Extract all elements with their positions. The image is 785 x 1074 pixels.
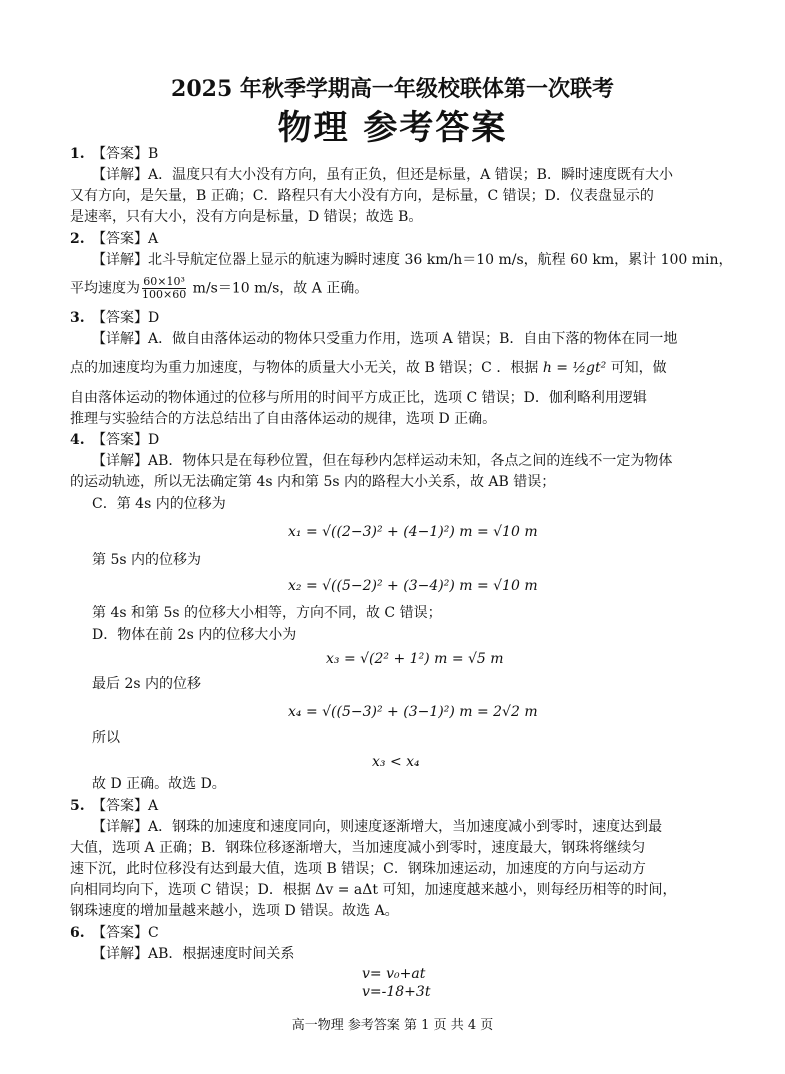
explanation-line: 又有方向，是矢量，B 正确；C．路程只有大小没有方向，是标量，C 错误；D．仪表盘显示的 (70, 188, 654, 204)
answer-line: 【答案】A (92, 231, 159, 247)
document-subtitle: 物理 参考答案 (277, 108, 508, 148)
answer-line: 【答案】B (92, 146, 159, 162)
explanation-line: 第 5s 内的位移为 (92, 552, 201, 568)
question-number: 5. (70, 798, 85, 814)
answer-line: 【答案】D (92, 432, 160, 448)
explanation-line: 推理与实验结合的方法总结出了自由落体运动的规律，选项 D 正确。 (70, 411, 497, 427)
equation: v= v₀+at (362, 966, 426, 982)
explanation-line: 【详解】A．做自由落体运动的物体只受重力作用，选项 A 错误；B．自由下落的物体在同一地 (92, 331, 678, 347)
exam-title: 2025 年秋季学期高一年级校联体第一次联考 (171, 76, 614, 102)
explanation-line: 大值，选项 A 正确；B．钢珠位移逐渐增大，当加速度减小到零时，速度最大，钢珠将继续匀 (70, 840, 646, 856)
explanation-line: 所以 (92, 730, 120, 746)
explanation-line: 自由落体运动的物体通过的位移与所用的时间平方成正比，选项 C 错误；D．伽利略利用逻辑 (70, 390, 647, 406)
text-span: 可知，做 (610, 360, 667, 376)
explanation-line: 最后 2s 内的位移 (92, 676, 201, 692)
answer-line: 【答案】D (92, 310, 160, 326)
explanation-line: 【详解】北斗导航定位器上显示的航速为瞬时速度 36 km/h＝10 m/s，航程 60 km，累计 100 min， (92, 252, 733, 268)
explanation-line: 是速率，只有大小，没有方向是标量，D 错误；故选 B。 (70, 209, 423, 225)
explanation-line: C．第 4s 内的位移为 (92, 496, 226, 512)
fraction (142, 276, 186, 301)
explanation-line: 【详解】A．钢珠的加速度和速度同向，则速度逐渐增大，当加速度减小到零时，速度达到最 (92, 819, 663, 835)
explanation-line: 故 D 正确。故选 D。 (92, 776, 226, 792)
fraction-numerator: 60×10³ (143, 275, 185, 288)
page-footer: 高一物理 参考答案 第 1 页 共 4 页 (291, 1018, 494, 1033)
text-span: 平均速度为 (70, 280, 140, 297)
question-number: 4. (70, 432, 85, 448)
equation: x₁ = √((2−3)² + (4−1)²) m = √10 m (288, 524, 538, 540)
question-number: 3. (70, 310, 85, 326)
answer-line: 【答案】A (92, 798, 159, 814)
equation: x₃ = √(2² + 1²) m = √5 m (326, 651, 504, 667)
answer-line: 【答案】C (92, 925, 159, 941)
explanation-line: 的运动轨迹，所以无法确定第 4s 内和第 5s 内的路程大小关系，故 AB 错误； (70, 474, 556, 490)
equation: x₃ < x₄ (372, 754, 420, 770)
equation: x₄ = √((5−3)² + (3−1)²) m = 2√2 m (288, 704, 538, 720)
question-number: 1. (70, 146, 85, 162)
question-number: 6. (70, 925, 85, 941)
text-span: 点的加速度均为重力加速度，与物体的质量大小无关，故 B 错误；C ．根据 (70, 360, 539, 376)
explanation-line: 速下沉，此时位移没有达到最大值，选项 B 错误；C．钢珠加速运动，加速度的方向与运动方 (70, 861, 646, 877)
explanation-line: 第 4s 和第 5s 的位移大小相等，方向不同，故 C 错误； (92, 605, 442, 621)
question-number: 2. (70, 231, 85, 247)
fraction-denominator: 100×60 (142, 288, 187, 301)
equation: v=-18+3t (362, 984, 431, 1000)
explanation-line (70, 360, 667, 376)
explanation-line: 钢珠速度的增加量越来越小，选项 D 错误。故选 A。 (70, 903, 399, 919)
explanation-line: D．物体在前 2s 内的位移大小为 (92, 627, 297, 643)
explanation-line: 向相同均向下，选项 C 错误；D．根据 Δv = aΔt 可知，加速度越来越小，则每经历相等的时间， (70, 882, 677, 898)
explanation-line: 【详解】AB．根据速度时间关系 (92, 946, 295, 962)
formula: h = ½gt² (542, 360, 607, 376)
explanation-line (70, 276, 368, 301)
equation: x₂ = √((5−2)² + (3−4)²) m = √10 m (288, 578, 538, 594)
explanation-line: 【详解】A．温度只有大小没有方向，虽有正负，但还是标量，A 错误；B．瞬时速度既有大小 (92, 167, 673, 183)
text-span: m/s＝10 m/s，故 A 正确。 (188, 280, 369, 297)
explanation-line: 【详解】AB．物体只是在每秒位置，但在每秒内怎样运动未知，各点之间的连线不一定为物体 (92, 453, 673, 469)
